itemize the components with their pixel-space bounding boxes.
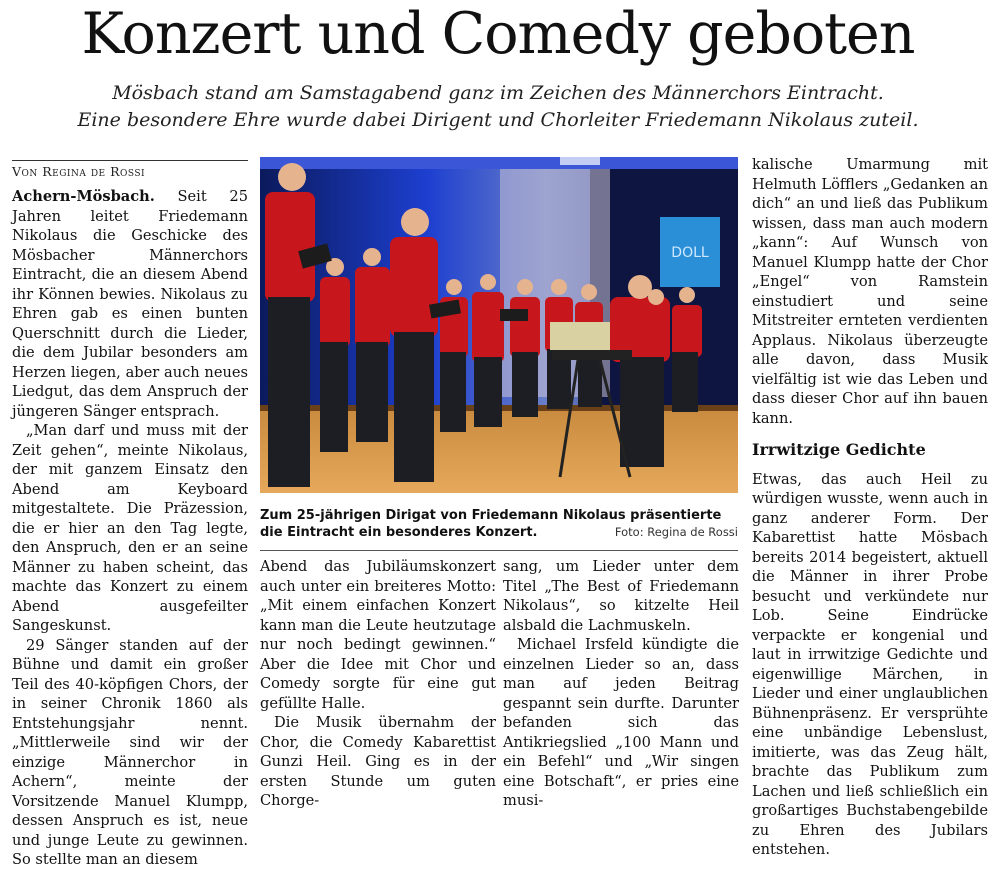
byline: Von Regina de Rossi: [12, 160, 248, 179]
subheadline: [0, 80, 996, 134]
paragraph: Abend das Jubiläumskonzert auch unter ein breiteres Motto: „Mit einem einfachen Konzert kann man die Leute heutzutage nur noch bedingt gewinnen.“ Aber die Idee mit Chor und Comedy sorgte für eine gut gefüllte Halle.: [260, 558, 496, 712]
paragraph: „Man darf und muss mit der Zeit gehen“, meinte Nikolaus, der mit ganzem Einsatz den Abend am Keyboard mitgestaltete. Die Präzession, die er hier an den Tag legte, den Anspruch, den er an seine Männer zu haben scheint, das machte das Konzert zu einem Abend ausgefeilter Sangeskunst.: [12, 422, 248, 634]
dateline: Achern-Mösbach.: [12, 188, 155, 205]
choir-stage-image: [260, 157, 738, 493]
screen-sign: DOLL: [671, 245, 709, 261]
paragraph: sang, um Lieder unter dem Titel „The Best of Friedemann Nikolaus“, so kitzelte Heil alsbald die Lachmuskeln.: [503, 558, 739, 634]
paragraph: Die Musik übernahm der Chor, die Comedy Kabarettist Gunzi Heil. Ging es in der ersten Stunde um guten Chorge-: [260, 714, 496, 809]
section-heading: Irrwitzige Gedichte: [752, 440, 926, 459]
photo-caption: [260, 507, 738, 541]
paragraph-text: Seit 25 Jahren leitet Friedemann Nikolaus die Geschicke des Mösbacher Männerchors Eintracht, die an diesem Abend ihr Können bewies. Nikolaus zu Ehren gab es einen bunten Querschnitt durch die Lieder, die dem Jubilar besonders am Herzen liegen, aber auch neues Liedgut, das dem Anspruch der jüngeren Sänger entsprach.: [12, 188, 248, 420]
subhead-line-1: Mösbach stand am Samstagabend ganz im Zeichen des Männerchors Eintracht.: [112, 82, 884, 104]
paragraph: Etwas, das auch Heil zu würdigen wusste, wenn auch in ganz anderer Form. Der Kabarettist hatte Mösbach bereits 2014 begeistert, aktuell die Männer in ihrer Probe besucht und verkündete nur Lob. Seine Eindrücke verpackte er kongenial und laut in irrwitzige Gedichte und eigenwillige Märchen, in Lieder und einer unglaublichen Bühnenpräsenz. Er versprühte eine unbändige Lebenslust, imitierte, was das Zeug hält, brachte das Publikum zum Lachen und ließ schließlich ein großartiges Buchstabengebilde zu Ehren des Jubilars entstehen.: [752, 470, 988, 858]
paragraph: Michael Irsfeld kündigte die einzelnen Lieder so an, dass man auf jeden Beitrag gespannt sein durfte. Darunter befanden sich das Antikriegslied „100 Mann und ein Befehl“ und „Wir singen eine Botschaft“, er pries eine musi-: [503, 636, 739, 809]
subhead-line-2: Eine besondere Ehre wurde dabei Dirigent und Chorleiter Friedemann Nikolaus zuteil.: [77, 109, 919, 131]
headline: Konzert und Comedy geboten: [81, 1, 915, 67]
column-2: [260, 557, 496, 811]
concert-photo: [260, 157, 738, 493]
photo-credit: Foto: Regina de Rossi: [614, 525, 738, 539]
caption-rule: [260, 550, 738, 551]
paragraph: [12, 187, 248, 421]
paragraph: kalische Umarmung mit Helmuth Löfflers „Gedanken an dich“ an und ließ das Publikum wissen, dass man auch modern „kann“: Auf Wunsch von Manuel Klumpp hatte der Chor „Engel“ von Ramstein einstudiert und seine Mitstreiter ernteten verdienten Applaus. Nikolaus überzeugte alle davon, dass Musik vielfältig ist wie das Leben und dass dieser Chor auf ihn bauen kann.: [752, 156, 988, 427]
column-1: [12, 187, 248, 870]
caption-text: Zum 25-jährigen Dirigat von Friedemann Nikolaus präsentierte die Eintracht ein besonderes Konzert.: [260, 508, 722, 540]
column-3: [503, 557, 739, 811]
column-4: [752, 155, 988, 860]
paragraph: 29 Sänger standen auf der Bühne und damit ein großer Teil des 40-köpfigen Chors, der in seiner Chronik 1860 als Entstehungsjahr nennt. „Mittlerweile sind wir der einzige Männerchor in Achern“, meinte der Vorsitzende Manuel Klumpp, dessen Anspruch es ist, neue und junge Leute zu gewinnen. So stellte man an diesem: [12, 636, 248, 868]
